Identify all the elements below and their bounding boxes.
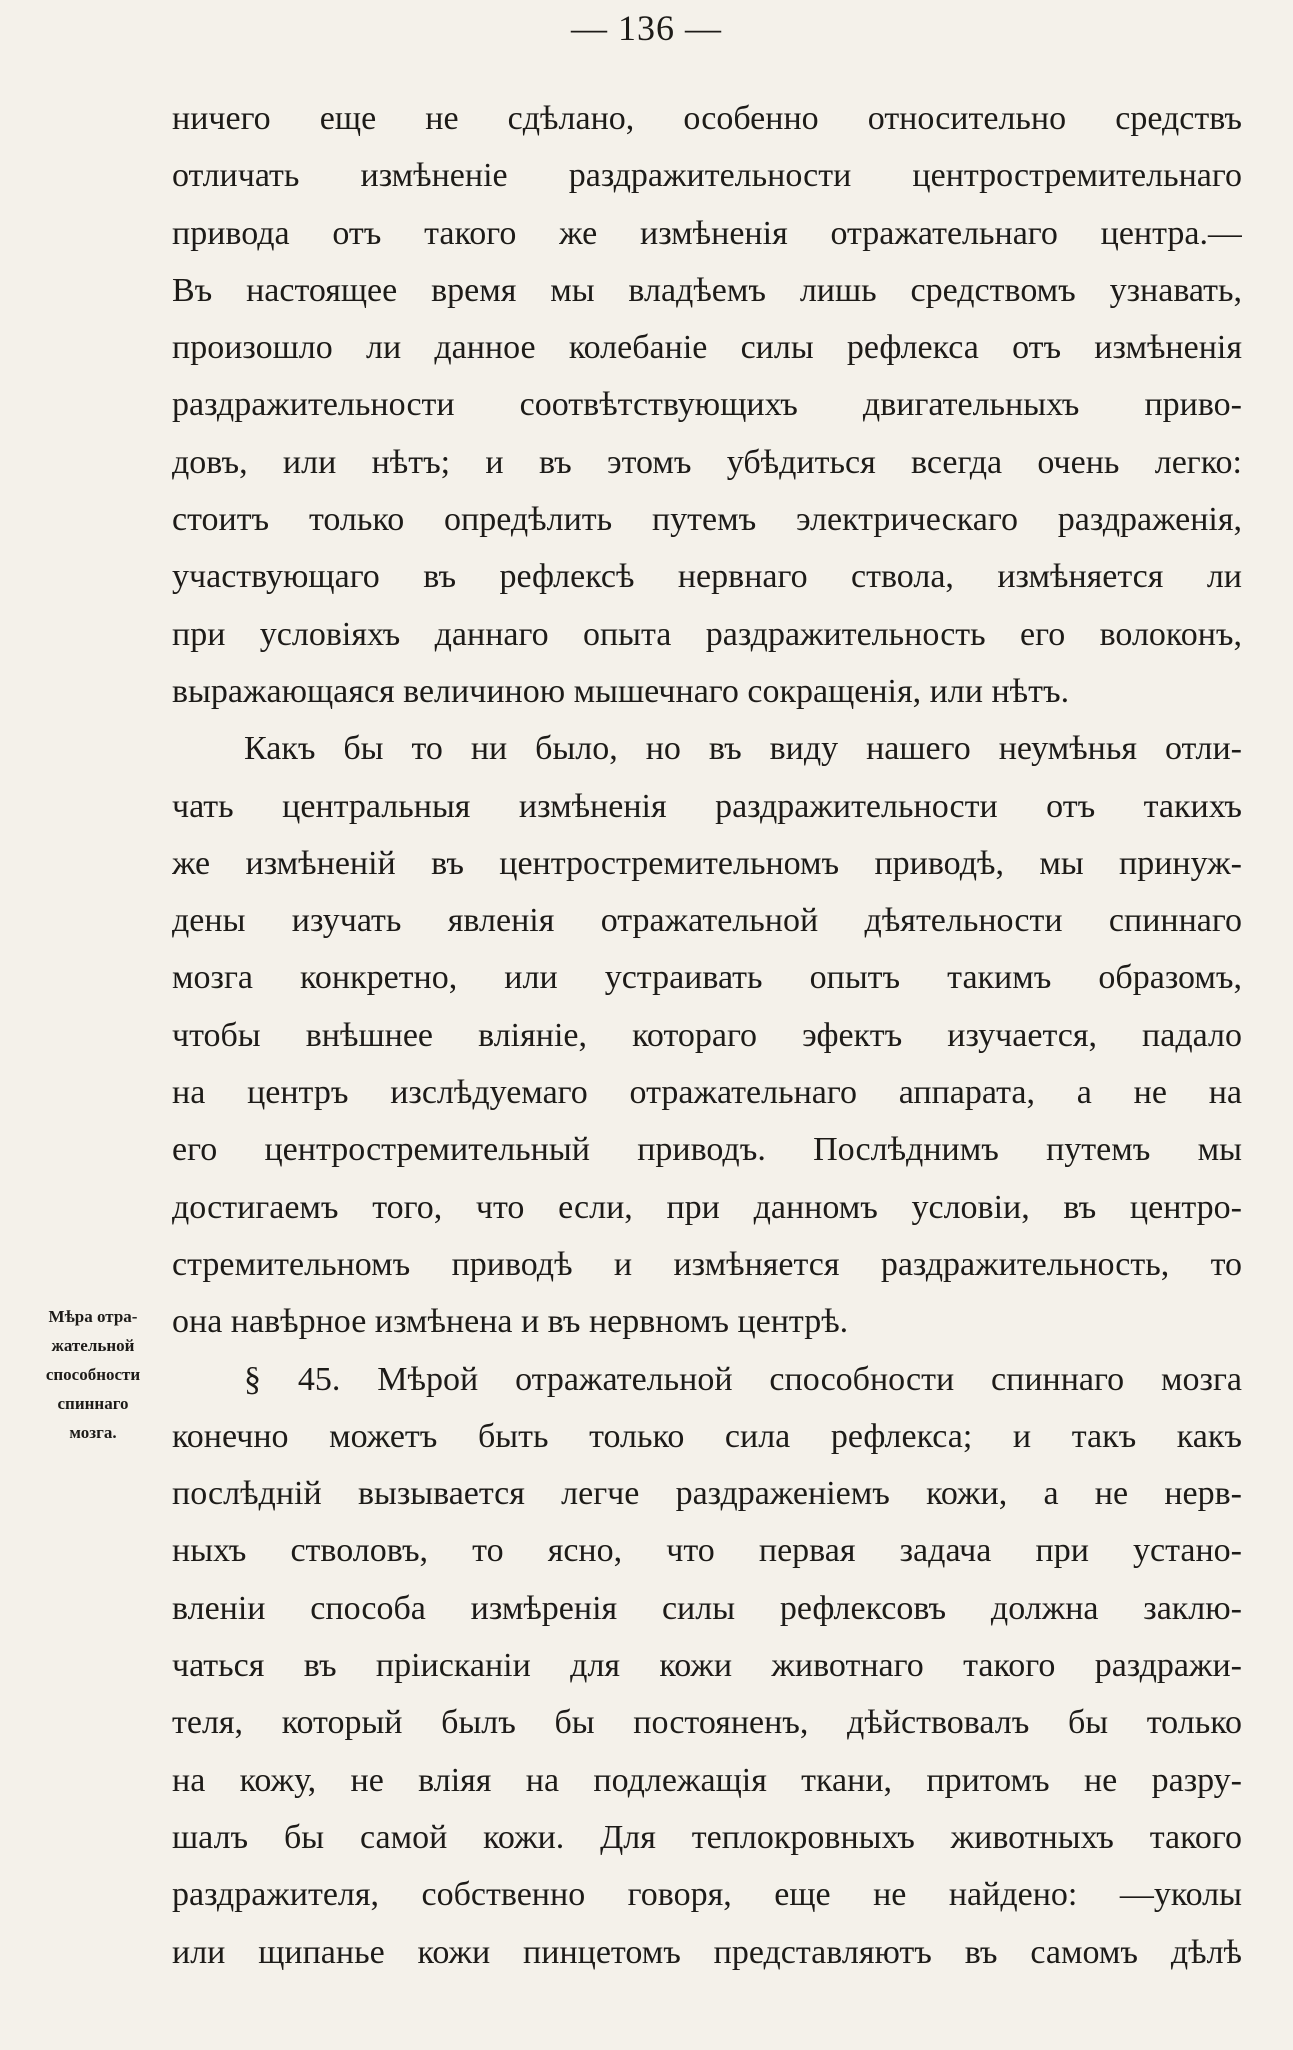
text-line: его центростремительный приводъ. Послѣднимъ путемъ мы [172, 1131, 1242, 1169]
margin-note-line: спиннаго [57, 1394, 129, 1413]
text-line: же измѣненій въ центростремительномъ приводѣ, мы принуж- [172, 844, 1242, 882]
margin-note-line: жательной [51, 1336, 135, 1355]
text-line: раздражителя, собственно говоря, еще не найдено: —уколы [172, 1876, 1242, 1914]
page-number: — 136 — [571, 8, 722, 48]
text-line: вленіи способа измѣренія силы рефлексовъ должна заклю- [172, 1589, 1242, 1627]
text-line: на кожу, не вліяя на подлежащія ткани, притомъ не разру- [172, 1761, 1242, 1799]
text-line: стоитъ только опредѣлить путемъ электрическаго раздраженія, [172, 501, 1242, 539]
margin-note-line: Мѣра отра- [48, 1307, 138, 1326]
text-line: чтобы внѣшнее вліяніе, котораго эфектъ изучается, падало [172, 1016, 1242, 1054]
text-line: участвующаго въ рефлексѣ нервнаго ствола, измѣняется ли [172, 558, 1242, 596]
text-line: ничего еще не сдѣлано, особенно относительно средствъ [172, 100, 1242, 137]
text-line: отличать измѣненіе раздражительности центростремительнаго [172, 157, 1242, 195]
text-line: или щипанье кожи пинцетомъ представляютъ въ самомъ дѣлѣ [172, 1933, 1242, 1971]
body-text [172, 90, 1242, 1981]
margin-note-line: мозга. [69, 1423, 117, 1442]
margin-note [18, 1302, 168, 1447]
text-line: послѣдній вызывается легче раздраженіемъ кожи, а не нерв- [172, 1475, 1242, 1513]
text-line: раздражительности соотвѣтствующихъ двигательныхъ приво- [172, 386, 1242, 424]
text-line: стремительномъ приводѣ и измѣняется раздражительность, то [172, 1245, 1242, 1283]
text-line: довъ, или нѣтъ; и въ этомъ убѣдиться всегда очень легко: [172, 443, 1242, 481]
text-line: чать центральныя измѣненія раздражительности отъ такихъ [172, 787, 1242, 825]
section-heading-line: § 45. Мѣрой отражательной способности спиннаго мозга [244, 1360, 1242, 1398]
text-line: Въ настоящее время мы владѣемъ лишь средствомъ узнавать, [172, 271, 1242, 309]
text-line: при условіяхъ даннаго опыта раздражительность его волоконъ, [172, 615, 1242, 653]
text-line: конечно можетъ быть только сила рефлекса; и такъ какъ [172, 1417, 1242, 1455]
text-line: дены изучать явленія отражательной дѣятельности спиннаго [172, 902, 1242, 940]
text-line: произошло ли данное колебаніе силы рефлекса отъ измѣненія [172, 329, 1242, 367]
text-line: достигаемъ того, что если, при данномъ условіи, въ центро- [172, 1188, 1242, 1226]
text-line: она навѣрное измѣнена и въ нервномъ центрѣ. [172, 1303, 849, 1341]
paragraph-first-line: Какъ бы то ни было, но въ виду нашего неумѣнья отли- [244, 730, 1242, 768]
text-line: чаться въ пріисканіи для кожи животнаго такого раздражи- [172, 1647, 1242, 1685]
text-line: на центръ изслѣдуемаго отражательнаго аппарата, а не на [172, 1074, 1242, 1112]
text-line: мозга конкретно, или устраивать опытъ такимъ образомъ, [172, 959, 1242, 997]
text-line: привода отъ такого же измѣненія отражательнаго центра.— [172, 214, 1242, 252]
margin-note-line: способности [45, 1365, 141, 1384]
text-line: теля, который былъ бы постояненъ, дѣйствовалъ бы только [172, 1704, 1242, 1742]
text-line: выражающаяся величиною мышечнаго сокращенія, или нѣтъ. [172, 672, 1070, 710]
text-line: ныхъ стволовъ, то ясно, что первая задача при устано- [172, 1532, 1242, 1570]
text-line: шалъ бы самой кожи. Для теплокровныхъ животныхъ такого [172, 1818, 1242, 1856]
